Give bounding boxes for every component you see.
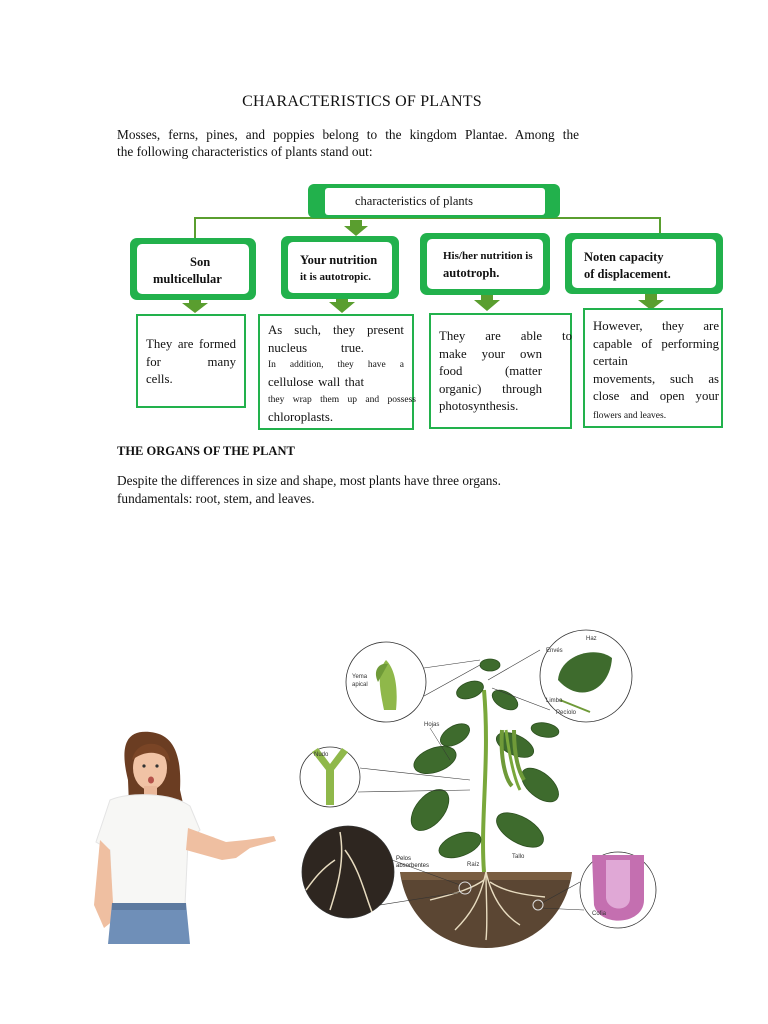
label-peciolo: Pecíolo bbox=[556, 710, 577, 716]
branch-1-heading-line-1: Son bbox=[190, 255, 211, 269]
branch-4-heading-line-1: Noten capacity bbox=[584, 250, 664, 264]
branch-3-desc-line: organic) through bbox=[439, 381, 542, 396]
branch-3-desc-line: photosynthesis. bbox=[439, 399, 519, 413]
branch-2-heading-line-1: Your nutrition bbox=[300, 253, 378, 267]
organs-line-2: fundamentals: root, stem, and leaves. bbox=[117, 491, 315, 506]
label-tallo: Tallo bbox=[512, 854, 525, 860]
label-pelos: Pelos bbox=[396, 856, 412, 862]
branch-4-desc-line: flowers and leaves. bbox=[593, 410, 667, 421]
label-nudo: Nudo bbox=[314, 752, 329, 758]
label-raiz: Raíz bbox=[467, 862, 480, 868]
branch-2-desc-line: In addition, they have a bbox=[268, 360, 404, 370]
branch-1-heading-line-2: multicellular bbox=[153, 272, 222, 286]
branch-3-desc-line: They are able to bbox=[439, 329, 572, 343]
branch-4-heading-line-2: of displacement. bbox=[584, 267, 671, 281]
label-cofia: Cofia bbox=[592, 911, 607, 917]
branch-3-heading-line-1: His/her nutrition is bbox=[443, 250, 533, 262]
intro-line-1: Mosses, ferns, pines, and poppies belong to the kingdom Plantae. Among the bbox=[117, 127, 579, 142]
branch-3-desc-line: make your own bbox=[439, 346, 542, 361]
branch-2-desc-line: cellulose wall that bbox=[268, 375, 364, 389]
branch-2-desc-line: they wrap them up and possess bbox=[268, 394, 416, 405]
label-hojas: Hojas bbox=[424, 722, 440, 728]
branch-1-desc-line: They are formed bbox=[146, 337, 236, 351]
branch-3-desc-line: food (matter bbox=[439, 364, 542, 378]
branch-2-desc-line: nucleus true. bbox=[268, 340, 364, 355]
label-yema: Yema bbox=[352, 674, 368, 680]
branch-1-desc-line: cells. bbox=[146, 372, 173, 386]
label-apical: apical bbox=[352, 682, 368, 688]
branch-2-desc-line: chloroplasts. bbox=[268, 409, 334, 424]
label-enves: Envés bbox=[546, 648, 563, 654]
page-title: CHARACTERISTICS OF PLANTS bbox=[242, 93, 482, 110]
label-limbo: Limbo bbox=[546, 698, 563, 704]
branch-2-desc-line: As such, they present bbox=[268, 323, 404, 337]
section-heading: THE ORGANS OF THE PLANT bbox=[117, 444, 295, 458]
organs-line-1: Despite the differences in size and shape, most plants have three organs. bbox=[117, 473, 501, 488]
label-absorbentes: absorbentes bbox=[396, 863, 430, 869]
branch-1-desc-line: for many bbox=[146, 354, 236, 369]
branch-4-desc-line: certain bbox=[593, 354, 628, 368]
intro-line-2: the following characteristics of plants stand out: bbox=[117, 144, 373, 159]
concept-root: characteristics of plants bbox=[325, 188, 545, 215]
branch-2-heading-line-2: it is autotropic. bbox=[300, 271, 371, 283]
branch-3-heading-line-2: autotroph. bbox=[443, 266, 500, 280]
branch-4-desc-line: capable of performing bbox=[593, 336, 719, 351]
label-haz: Haz bbox=[586, 636, 597, 642]
branch-4-desc-line: close and open your bbox=[593, 389, 719, 403]
branch-4-desc-line: movements, such as bbox=[593, 371, 719, 386]
branch-4-desc-line: However, they are bbox=[593, 319, 719, 333]
